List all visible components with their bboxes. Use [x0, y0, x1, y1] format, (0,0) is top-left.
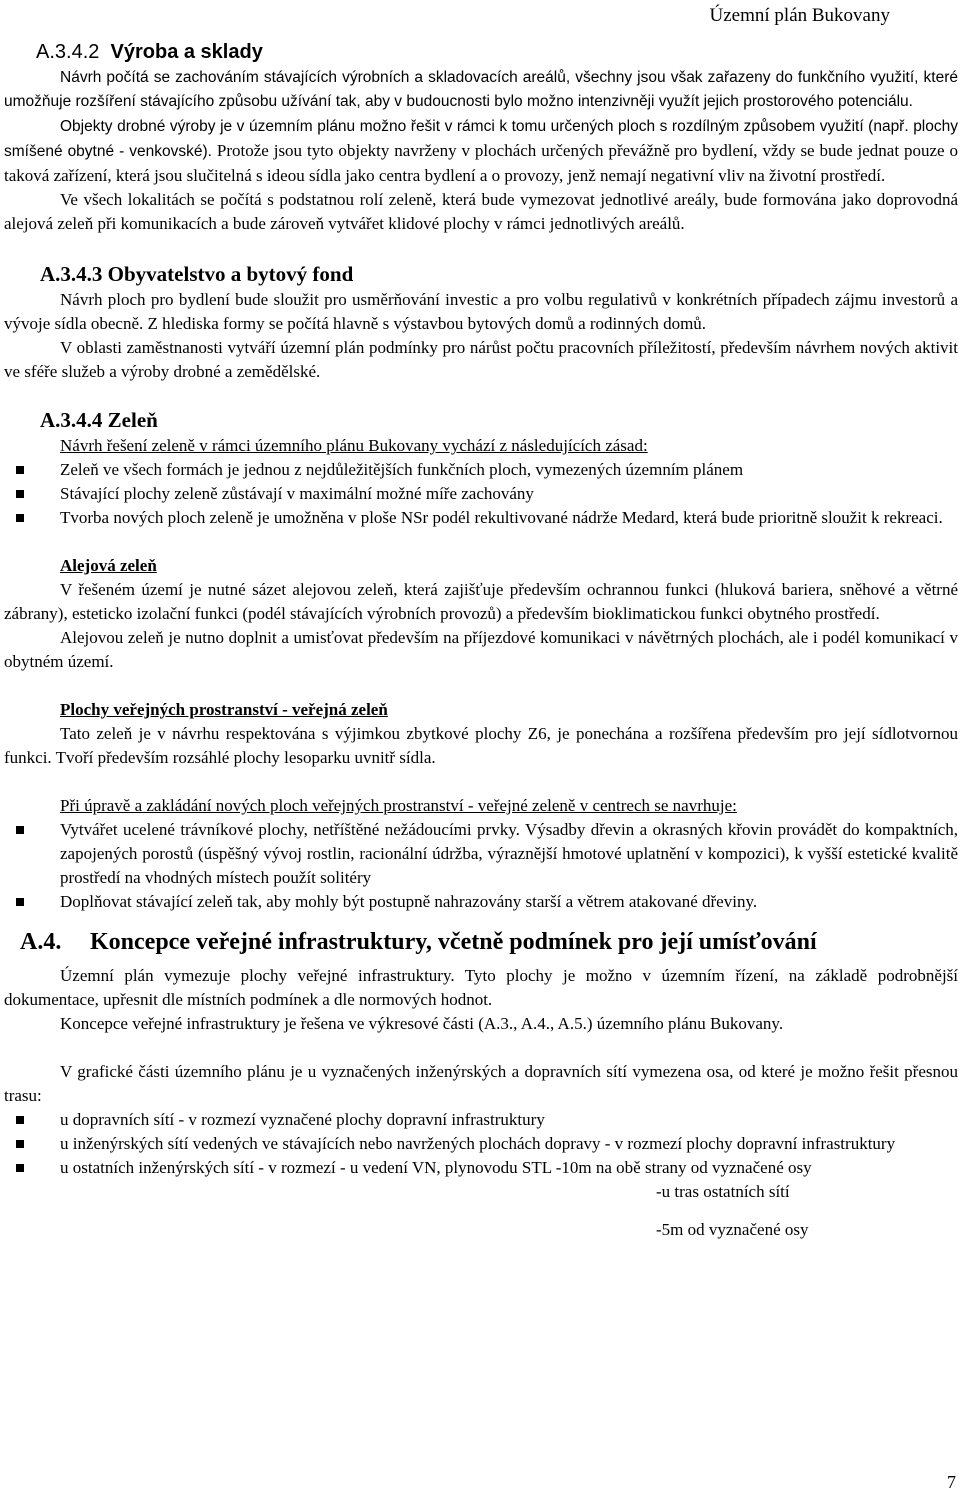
- paragraph: Návrh ploch pro bydlení bude sloužit pro usměrňování investic a pro volbu regulativů v konkrétních případech zájmu investorů a vývoje sídla obecně. Z hlediska formy se počítá hlavně s výstavbou bytových domů a rodinných domů.: [4, 290, 958, 333]
- heading-title: Obyvatelstvo a bytový fond: [107, 262, 354, 286]
- list-item-text: u inženýrských sítí vedených ve stávajících nebo navržených plochách dopravy - v rozmezí plochy dopravní infrastruktury: [60, 1134, 896, 1153]
- paragraph: Ve všech lokalitách se počítá s podstatnou rolí zeleně, která bude vymezovat jednotlivé areály, bude formována jako doprovodná alejová zeleň při komunikacích a bude zároveň vytvářet klidové plochy v rámci jednotlivých areálů.: [4, 190, 958, 233]
- list-item: [4, 1132, 958, 1156]
- bullet-list: [4, 458, 958, 530]
- bullet-list: [4, 818, 958, 914]
- heading-title: Výroba a sklady: [110, 41, 263, 63]
- paragraph: Alejovou zeleň je nutno doplnit a umisťovat především na příjezdové komunikaci v návětrných plochách, ale i podél komunikací v obytném území.: [4, 628, 958, 671]
- heading-number: A.4.: [20, 929, 62, 955]
- subheading-text: Plochy veřejných prostranství - veřejná zeleň: [60, 700, 388, 719]
- list-item-text: Stávající plochy zeleně zůstávají v maximální možné míře zachovány: [60, 484, 534, 503]
- square-bullet-icon: [16, 1140, 24, 1148]
- heading-number: A.3.4.4: [40, 408, 103, 432]
- heading-title: Koncepce veřejné infrastruktury, včetně podmínek pro její umísťování: [90, 929, 817, 955]
- heading-number: A.3.4.3: [40, 262, 103, 286]
- section-heading-a342: [4, 38, 958, 66]
- list-item: [4, 458, 958, 482]
- paragraph: Koncepce veřejné infrastruktury je řešena ve výkresové části (A.3., A.4., A.5.) územního plánu Bukovany.: [60, 1014, 784, 1033]
- paragraph: V grafické části územního plánu je u vyznačených inženýrských a dopravních sítí vymezena osa, od které je možno řešit přesnou trasu:: [4, 1062, 958, 1105]
- list-item: [4, 1108, 958, 1132]
- square-bullet-icon: [16, 490, 24, 498]
- square-bullet-icon: [16, 514, 24, 522]
- chapter-heading-a4: [4, 926, 958, 958]
- list-item-text: Doplňovat stávající zeleň tak, aby mohly být postupně nahrazovány starší a větrem atakované dřeviny.: [60, 892, 758, 911]
- list-item: [4, 482, 958, 506]
- underlined-intro: Návrh řešení zeleně v rámci územního plánu Bukovany vychází z následujících zásad:: [60, 436, 648, 455]
- list-item: [4, 818, 958, 890]
- tail-line: -u tras ostatních sítí: [656, 1182, 790, 1201]
- square-bullet-icon: [16, 898, 24, 906]
- list-item: [4, 506, 958, 530]
- section-heading-a343: [4, 260, 958, 288]
- paragraph: [4, 114, 958, 188]
- square-bullet-icon: [16, 1164, 24, 1172]
- bullet-list: [4, 1108, 958, 1180]
- heading-title: Zeleň: [107, 408, 158, 432]
- subheading-plochy: [4, 698, 958, 722]
- page-header: Územní plán Bukovany: [709, 5, 890, 26]
- subheading-alejova-zelen: [4, 554, 958, 578]
- underlined-intro: Při úpravě a zakládání nových ploch veřejných prostranství - veřejné zeleně v centrech se navrhuje:: [60, 796, 737, 815]
- paragraph: Tato zeleň je v návrhu respektována s výjimkou zbytkové plochy Z6, je ponechána a rozšířena především pro její sídlotvornou funkci. Tvoří především rozsáhlé plochy lesoparku uvnitř sídla.: [4, 724, 958, 767]
- paragraph: V řešeném území je nutné sázet alejovou zeleň, která zajišťuje především ochrannou funkci (hluková bariera, sněhové a větrné zábrany), esteticko izolační funkci (podél stávajících výrobních provozů) a především bioklimatickou funkci obytného prostředí.: [4, 580, 958, 623]
- list-item-text: Vytvářet ucelené trávníkové plochy, netříštěné nežádoucími prvky. Výsadby dřevin a okrasných křovin provádět do kompaktních, zapojených porostů (úspěšný vývoj rostlin, racionální údržba, výraznější hmotové uplatnění v kompozici), k vyšší estetické kvalitě prostředí na vhodných místech použít solitéry: [60, 820, 958, 887]
- paragraph: Návrh počítá se zachováním stávajících výrobních a skladovacích areálů, všechny jsou však zařazeny do funkčního využití, které umožňuje rozšíření stávajícího způsobu užívání tak, aby v budoucnosti bylo možno intenzivněji využít jejich prostorového potenciálu.: [4, 69, 958, 110]
- square-bullet-icon: [16, 1116, 24, 1124]
- square-bullet-icon: [16, 826, 24, 834]
- paragraph: Územní plán vymezuje plochy veřejné infrastruktury. Tyto plochy je možno v územním řízení, na základě podrobnější dokumentace, upřesnit dle místních podmínek a dle normových hodnot.: [4, 966, 958, 1009]
- list-item-text: Zeleň ve všech formách je jednou z nejdůležitějších funkčních ploch, vymezených územním plánem: [60, 460, 744, 479]
- section-heading-a344: [4, 406, 958, 434]
- square-bullet-icon: [16, 466, 24, 474]
- list-item-text: Tvorba nových ploch zeleně je umožněna v ploše NSr podél rekultivované nádrže Medard, která bude prioritně sloužit k rekreaci.: [60, 508, 943, 527]
- subheading-text: Alejová zeleň: [60, 556, 157, 575]
- tail-line: -5m od vyznačené osy: [656, 1220, 809, 1239]
- list-item: [4, 1156, 958, 1180]
- heading-number: A.3.4.2: [36, 41, 100, 63]
- paragraph: V oblasti zaměstnanosti vytváří územní plán podmínky pro nárůst počtu pracovních příležitostí, především návrhem nových aktivit ve sféře služeb a výroby drobné a zemědělské.: [4, 338, 958, 381]
- paragraph-part: Protože jsou tyto objekty navrženy v plochách určených převážně pro bydlení, vždy se bude jednat pouze o taková zařízení, která jsou slučitelná s ideou sídla jako centra bydlení a o provozy, jenž nemají negativní vliv na životní prostředí.: [4, 141, 958, 185]
- list-item: [4, 890, 958, 914]
- paragraph-part: Objekty drobné výroby je v územním plánu možno řešit v rámci k tomu určených ploch s rozdílným způsobem využití (např. plochy smíšené obytné - venkovské).: [4, 118, 958, 160]
- list-item-text: u ostatních inženýrských sítí - v rozmezí - u vedení VN, plynovodu STL -10m na obě strany od vyznačené osy: [60, 1158, 812, 1177]
- page-content: [4, 38, 958, 1242]
- page-number: 7: [947, 1472, 956, 1492]
- list-item-text: u dopravních sítí - v rozmezí vyznačené plochy dopravní infrastruktury: [60, 1110, 545, 1129]
